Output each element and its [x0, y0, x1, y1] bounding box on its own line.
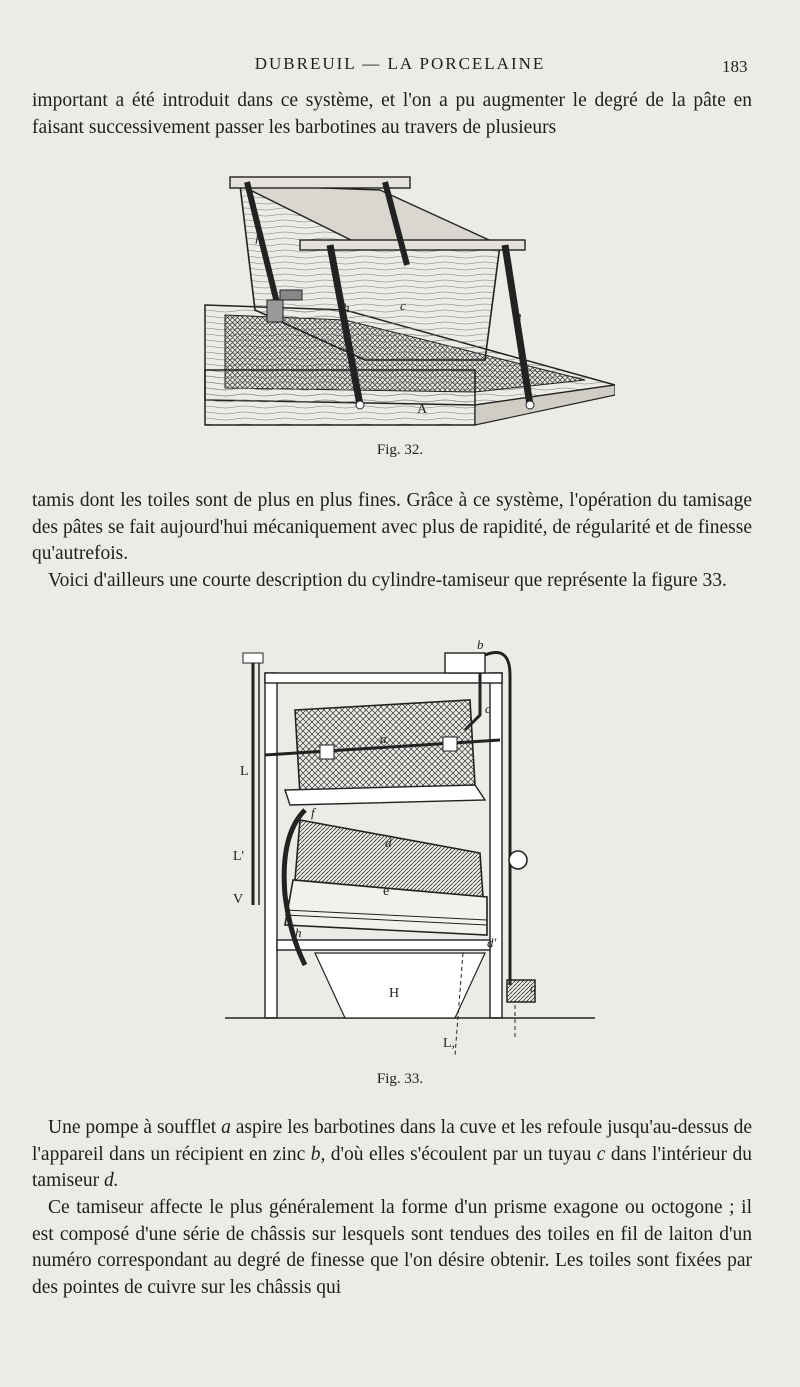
fig33-label-a-top: a [380, 731, 387, 746]
vat-H [315, 953, 485, 1018]
p4-ital-b: b, [310, 1143, 326, 1165]
p4-part-b: aspire les barbotines dans la cuve et les refoule jusqu'au-dessus de l'appareil dans un récipient en zinc [32, 1117, 752, 1165]
p4-part-a: Une pompe à soufflet [48, 1117, 222, 1138]
figure-33-caption: Fig. 33. [376, 1071, 424, 1087]
running-head: DUBREUIL — LA PORCELAINE [254, 54, 546, 73]
paragraph-5: Ce tamiseur affecte le plus généralement la forme d'un prisme exagone ou octogone ; il est composé d'une série de châssis sur lesquels sont tendues des toiles en fil de laiton d'un numéro correspondant au degré de finesse que l'on désire obtenir. Les toiles sont fixées par des pointes de cuivre sur les châssis qui [32, 1197, 752, 1298]
p4-part-d: dans l'intérieur du tamiseur [32, 1143, 752, 1191]
fig33-label-l: L, [443, 1036, 456, 1051]
fig32-label-h3: h [515, 308, 522, 323]
figure-32-caption: Fig. 32. [376, 442, 424, 458]
paragraph-1: important a été introduit dans ce système, et l'on a pu augmenter le degré de la pâte en faisant successivement passer les barbotines au travers de plusieurs [32, 90, 752, 138]
fig33-label-d1: d' [487, 935, 497, 950]
p4-ital-c: c [596, 1143, 606, 1165]
zinc-receptacle [445, 653, 485, 673]
p4-ital-d: d. [104, 1170, 119, 1191]
fig33-label-L: L [240, 764, 249, 779]
fig33-label-b: b [477, 637, 484, 652]
fig33-label-f: f [311, 805, 315, 820]
fig33-label-V: V [233, 892, 244, 907]
paragraph-4 [32, 1115, 752, 1195]
fig32-label-h2: h [343, 300, 350, 315]
fig33-label-L1: L' [233, 849, 245, 864]
page-number: 183 [722, 57, 748, 76]
fig33-label-H: H [389, 986, 400, 1001]
fig32-label-h1: h [255, 232, 262, 247]
figure-33-cylinder-sieve [225, 635, 600, 1065]
p4-part-c: d'où elles s'écoulent par un tuyau [325, 1143, 597, 1165]
paragraph-2: tamis dont les toiles sont de plus en plus fines. Grâce à ce système, l'opération du tamisage des pâtes se fait aujourd'hui mécaniquement avec plus de rapidité, de régularité et de finesse qu'autrefois. [32, 490, 752, 564]
fig33-label-d: d [385, 835, 392, 850]
fig33-label-h: h [295, 925, 302, 940]
figure-32-sieve-trough [195, 170, 615, 435]
tap-icon [280, 290, 302, 300]
fig33-label-a: a [530, 980, 537, 995]
paragraph-3: Voici d'ailleurs une courte description du cylindre-tamiseur que représente la figure 33. [48, 570, 727, 591]
fig33-label-c: c [485, 701, 491, 716]
fig33-label-e: e [383, 884, 390, 899]
fig32-label-c: c [400, 298, 406, 313]
p4-ital-a: a [221, 1117, 231, 1138]
gauge-icon [509, 851, 527, 869]
fig32-label-A: A [417, 402, 428, 417]
